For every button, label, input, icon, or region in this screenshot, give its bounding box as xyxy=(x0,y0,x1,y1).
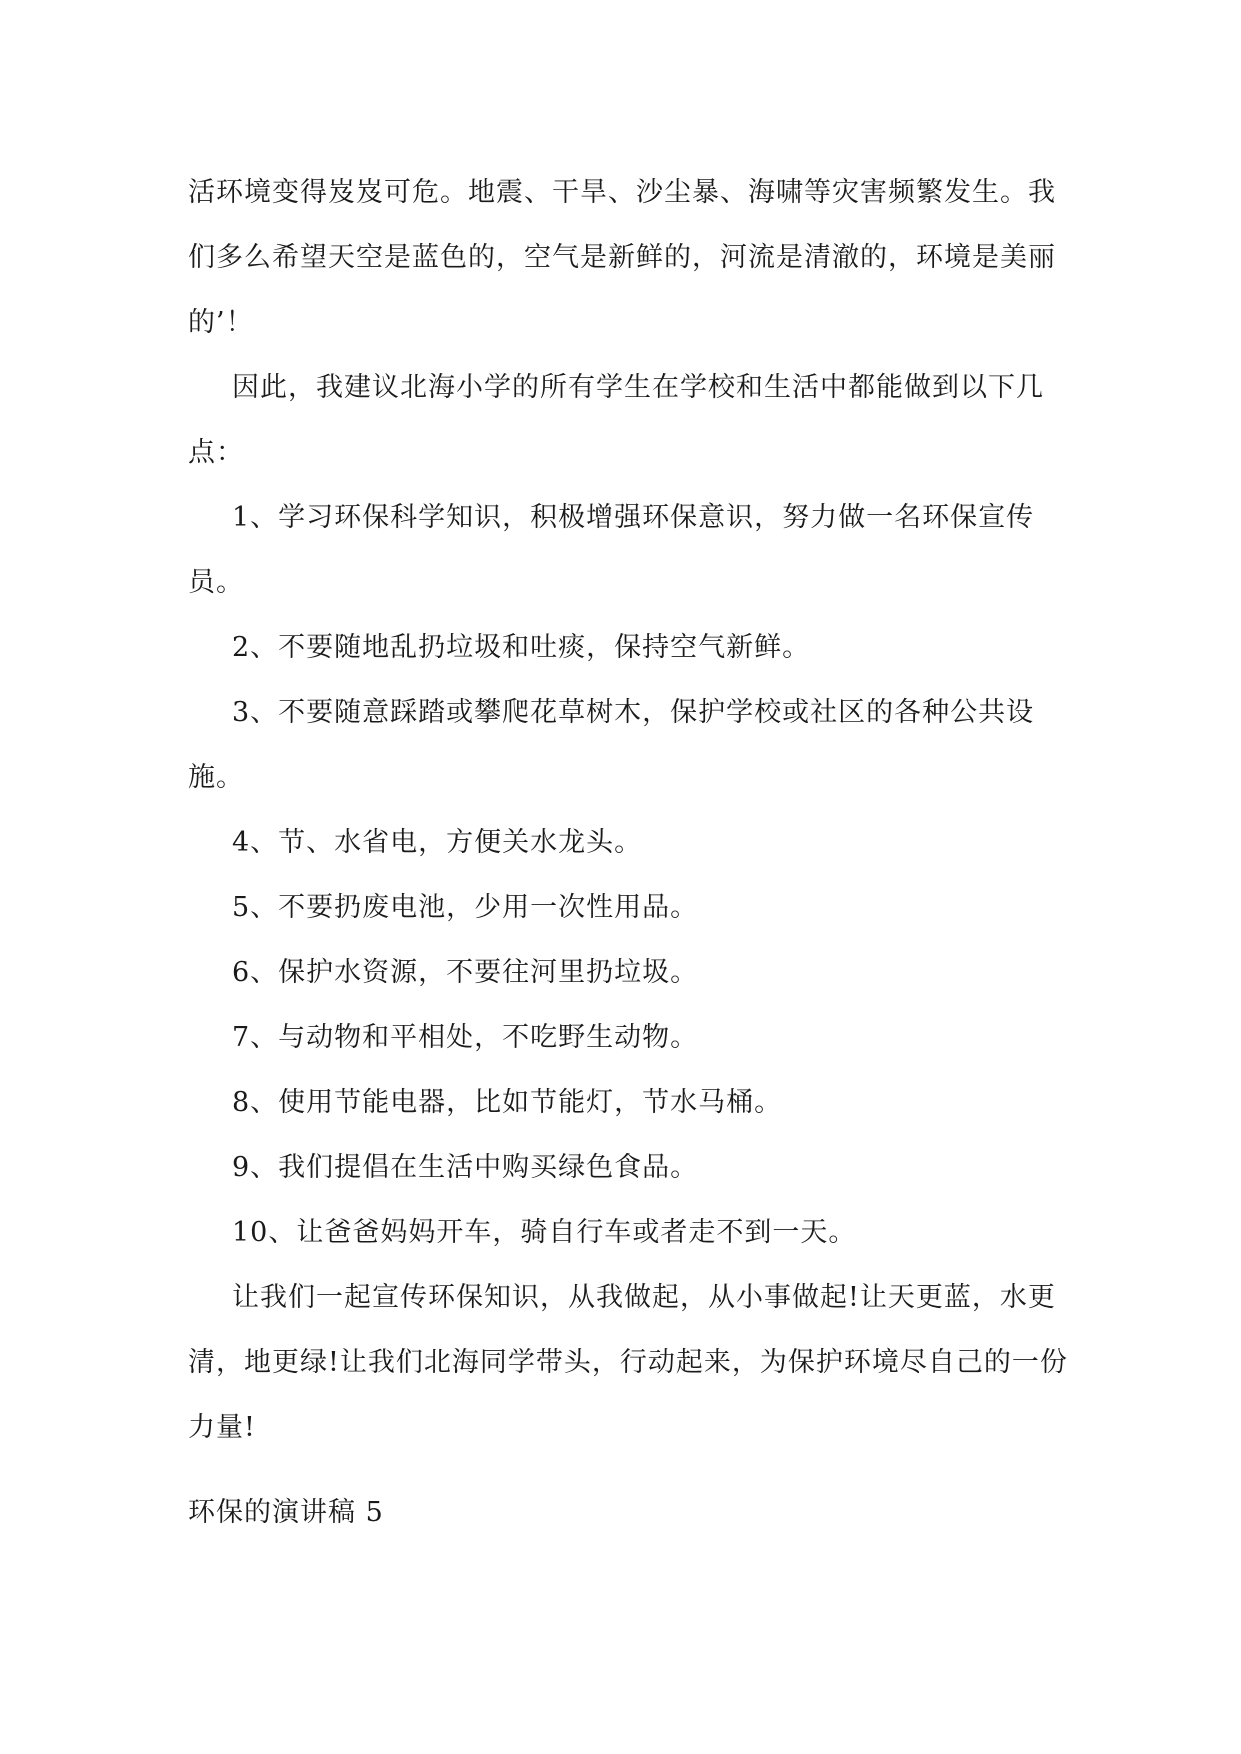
list-item-4: 4、节、水省电，方便关水龙头。 xyxy=(232,827,643,858)
document-body xyxy=(188,160,1068,1460)
list-item-2: 2、不要随地乱扔垃圾和吐痰，保持空气新鲜。 xyxy=(232,632,811,663)
list-item-10: 10、让爸爸妈妈开车，骑自行车或者走不到一天。 xyxy=(232,1217,857,1248)
list-item-6: 6、保护水资源，不要往河里扔垃圾。 xyxy=(232,957,699,988)
list-item-8: 8、使用节能电器，比如节能灯，节水马桶。 xyxy=(232,1087,783,1118)
paragraph-proposal-intro: 因此，我建议北海小学的所有学生在学校和生活中都能做到以下几点： xyxy=(188,372,1044,468)
list-item-9: 9、我们提倡在生活中购买绿色食品。 xyxy=(232,1152,699,1183)
paragraph-continuation: 活环境变得岌岌可危。地震、干旱、沙尘暴、海啸等灾害频繁发生。我们多么希望天空是蓝色的，空气是新鲜的，河流是清澈的，环境是美丽的’！ xyxy=(188,177,1056,338)
paragraph-closing: 让我们一起宣传环保知识，从我做起，从小事做起!让天更蓝，水更清，地更绿!让我们北海同学带头，行动起来，为保护环境尽自己的一份力量! xyxy=(188,1282,1068,1443)
list-item-7: 7、与动物和平相处，不吃野生动物。 xyxy=(232,1022,699,1053)
list-item-3: 3、不要随意踩踏或攀爬花草树木，保护学校或社区的各种公共设施。 xyxy=(188,697,1035,793)
list-item-1: 1、学习环保科学知识，积极增强环保意识，努力做一名环保宣传员。 xyxy=(188,502,1035,598)
section-heading: 环保的演讲稿 5 xyxy=(188,1497,384,1528)
list-item-5: 5、不要扔废电池，少用一次性用品。 xyxy=(232,892,699,923)
